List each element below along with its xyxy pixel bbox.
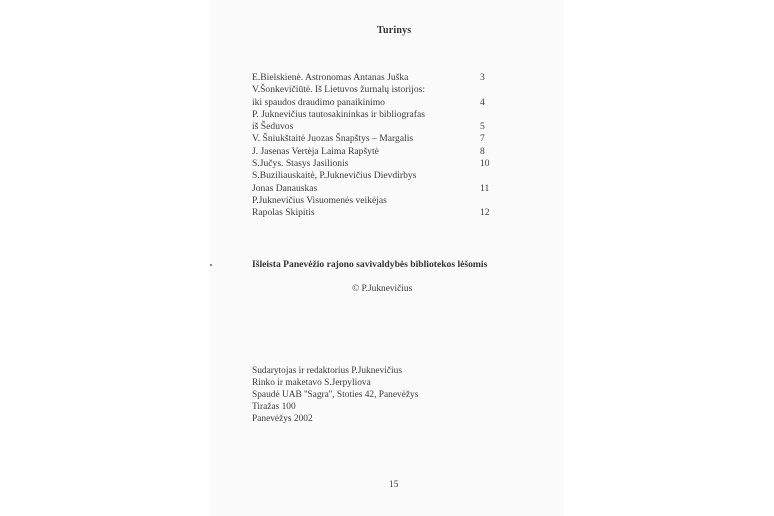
toc-entry-page: 8 xyxy=(480,145,485,157)
toc-entry-text: E.Bielskienė. Astronomas Antanas Juška xyxy=(252,72,409,83)
funding-note: Išleista Panevėžio rajono savivaldybės bibliotekos lėšomis xyxy=(252,259,488,270)
toc-entry xyxy=(252,146,492,158)
toc-entry-page: 7 xyxy=(480,133,485,145)
toc-entry xyxy=(252,133,492,145)
toc-entry xyxy=(252,121,492,133)
toc-entry-text: V. Šniukštaitė Juozas Šnapštys – Margalis xyxy=(252,133,414,145)
colophon-line: Rinko ir maketavo S.Jerpyliova xyxy=(252,377,371,388)
toc-entry-page: 11 xyxy=(480,182,490,194)
table-of-contents xyxy=(252,72,492,220)
toc-title: Turinys xyxy=(377,25,412,36)
page-number: 15 xyxy=(389,480,399,490)
toc-entry-text: P.Juknevičius Visuomenės veikėjas xyxy=(252,194,387,206)
toc-entry-text: Jonas Danauskas xyxy=(252,182,318,194)
toc-entry xyxy=(252,207,492,219)
toc-entry xyxy=(252,183,492,195)
toc-entry xyxy=(252,97,492,109)
toc-entry xyxy=(252,158,492,170)
toc-entry-text: S.Jučys. Stasys Jasilionis xyxy=(252,158,349,170)
toc-entry-page: 12 xyxy=(480,207,490,219)
toc-entry-page: 4 xyxy=(480,96,485,108)
copyright-line: © P.Juknevičius xyxy=(352,284,413,294)
toc-entry-text: V.Šonkevičiūtė. Iš Lietuvos žurnalų istorijos: xyxy=(252,84,426,96)
colophon-line: Panevėžys 2002 xyxy=(252,413,313,424)
toc-entry-text: Rapolas Skipitis xyxy=(252,207,315,219)
toc-entry-page: 3 xyxy=(480,72,485,83)
toc-entry-text: iki spaudos draudimo panaikinimo xyxy=(252,96,385,108)
toc-entry xyxy=(252,109,492,121)
toc-entry-text: iš Šeduvos xyxy=(252,121,294,133)
toc-entry xyxy=(252,195,492,207)
toc-entry-page: 5 xyxy=(480,121,485,133)
toc-entry xyxy=(252,170,492,182)
toc-entry xyxy=(252,72,492,84)
colophon-line: Sudarytojas ir redaktorius P.Juknevičius xyxy=(252,366,402,376)
toc-entry-page: 10 xyxy=(480,158,490,170)
colophon xyxy=(252,366,418,426)
toc-entry xyxy=(252,84,492,96)
scan-speck xyxy=(210,264,212,266)
toc-entry-text: P. Juknevičius tautosakininkas ir bibliografas xyxy=(252,108,425,120)
colophon-line: Spaudė UAB ''Sagra'', Stoties 42, Panevėžys xyxy=(252,389,419,400)
toc-entry-text: J. Jasenas Vertėja Laima Rapšytė xyxy=(252,145,379,157)
toc-entry-text: S.Buziliauskaitė, P.Juknevičius Dievdirbys xyxy=(252,170,417,182)
colophon-line: Tiražas 100 xyxy=(252,401,296,412)
